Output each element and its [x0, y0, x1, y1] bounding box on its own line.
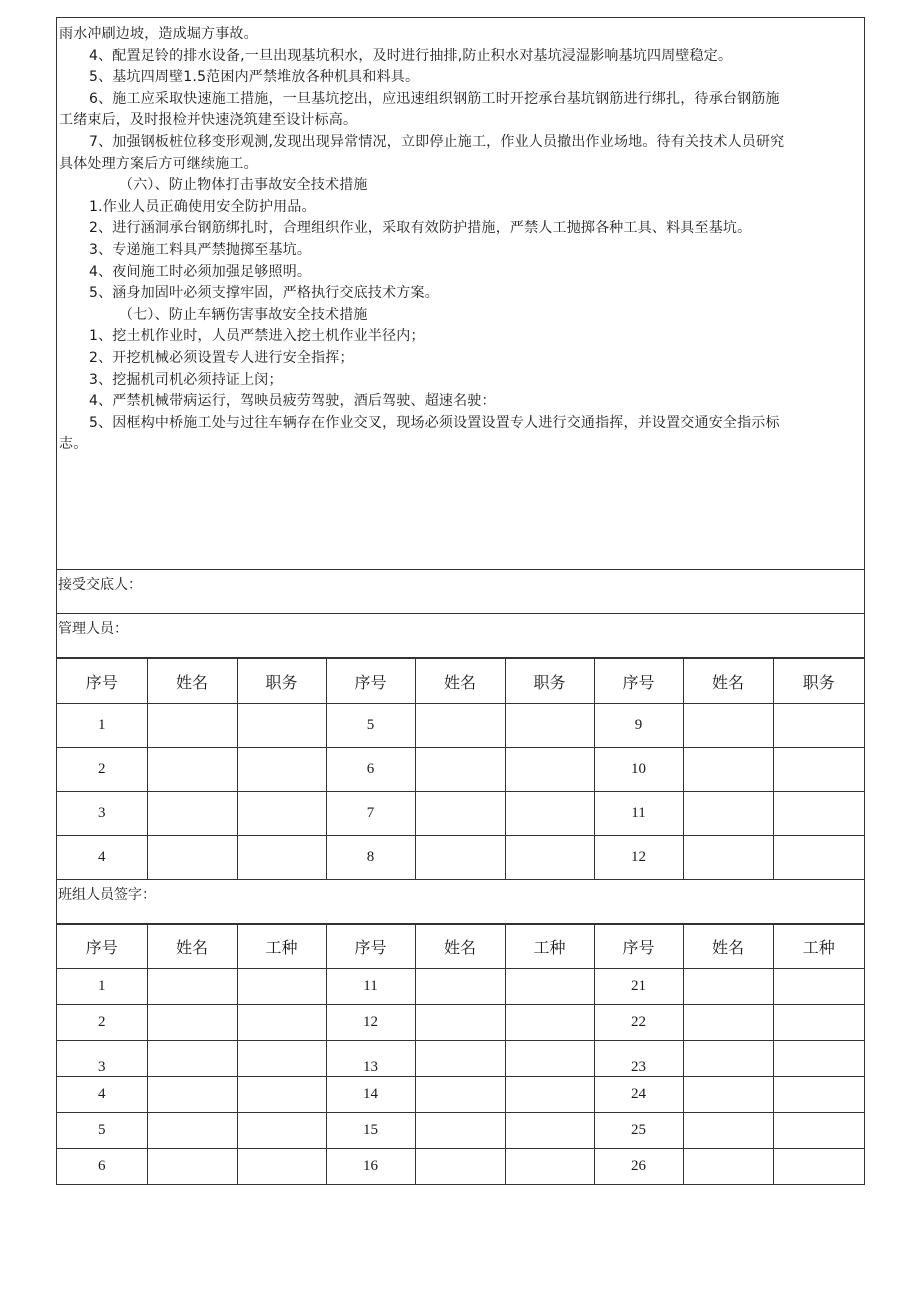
paragraph-line: 2、进行涵洞承台钢筋绑扎时，合理组织作业，采取有效防护措施，严禁人工抛掷各种工具、料具至基坑。 [89, 220, 752, 237]
serial-number-cell: 5 [326, 704, 415, 748]
column-header: 职务 [505, 659, 594, 704]
serial-number-cell: 1 [57, 969, 147, 1005]
serial-number-cell: 15 [326, 1113, 415, 1149]
signature-cell[interactable] [415, 1077, 505, 1113]
signature-cell[interactable] [147, 748, 237, 792]
table-row [57, 704, 864, 748]
paragraph-line: 雨水冲刷边坡，造成堀方事故。 [59, 26, 258, 42]
table-row [57, 969, 864, 1005]
signature-cell[interactable] [683, 836, 773, 880]
signature-cell[interactable] [683, 1077, 773, 1113]
signature-cell[interactable] [683, 704, 773, 748]
signature-cell[interactable] [505, 1149, 594, 1185]
column-header: 姓名 [683, 925, 773, 969]
serial-number-cell: 3 [57, 1041, 147, 1077]
table-row [57, 792, 864, 836]
paragraph-line: 3、挖掘机司机必须持证上闵； [89, 371, 283, 388]
column-header: 姓名 [415, 925, 505, 969]
serial-number-cell: 4 [57, 836, 147, 880]
safety-measures-text [57, 18, 864, 570]
signature-cell[interactable] [147, 1005, 237, 1041]
column-header: 姓名 [147, 925, 237, 969]
serial-number-cell: 12 [594, 836, 683, 880]
serial-number-cell: 12 [326, 1005, 415, 1041]
column-header: 职务 [773, 659, 864, 704]
serial-number-cell: 9 [594, 704, 683, 748]
table-header-row [57, 659, 864, 704]
serial-number-cell: 2 [57, 748, 147, 792]
signature-cell[interactable] [147, 1077, 237, 1113]
signature-cell[interactable] [505, 704, 594, 748]
signature-cell[interactable] [683, 1041, 773, 1077]
serial-number-cell: 1 [57, 704, 147, 748]
signature-cell[interactable] [237, 1041, 326, 1077]
signature-cell[interactable] [147, 969, 237, 1005]
signature-cell[interactable] [683, 969, 773, 1005]
paragraph-line: （七）、防止车辆伤害事故安全技术措施 [119, 306, 368, 323]
paragraph-line: 4、严禁机械带病运行，驾映员疲劳驾驶，酒后驾驶、超速名驶： [89, 393, 496, 410]
table-row [57, 1113, 864, 1149]
serial-number-cell: 3 [57, 792, 147, 836]
column-header: 职务 [237, 659, 326, 704]
column-header: 序号 [326, 659, 415, 704]
team-table [57, 924, 864, 1185]
signature-cell[interactable] [237, 1077, 326, 1113]
paragraph-line: 志。 [59, 436, 88, 453]
paragraph-line: 2、开挖机械必须设置专人进行安全指挥； [89, 349, 354, 366]
signature-cell[interactable] [683, 1149, 773, 1185]
signature-cell[interactable] [683, 1005, 773, 1041]
signature-cell[interactable] [505, 748, 594, 792]
table-row [57, 1005, 864, 1041]
signature-cell[interactable] [773, 1149, 864, 1185]
serial-number-cell: 22 [594, 1005, 683, 1041]
paragraph-line: 3、专递施工料具严禁抛掷至基坑。 [89, 241, 312, 258]
serial-number-cell: 11 [594, 792, 683, 836]
signature-cell[interactable] [147, 704, 237, 748]
paragraph-line: 4、夜间施工时必须加强足够照明。 [89, 263, 312, 280]
signature-cell[interactable] [415, 792, 505, 836]
signature-cell[interactable] [505, 1041, 594, 1077]
signature-cell[interactable] [773, 748, 864, 792]
signature-cell[interactable] [505, 792, 594, 836]
table-row [57, 748, 864, 792]
signature-cell[interactable] [147, 1149, 237, 1185]
column-header: 工种 [505, 925, 594, 969]
signature-cell[interactable] [683, 1113, 773, 1149]
serial-number-cell: 10 [594, 748, 683, 792]
signature-cell[interactable] [147, 1113, 237, 1149]
signature-cell[interactable] [147, 792, 237, 836]
paragraph-line: 具体处理方案后方可继续施工。 [59, 155, 258, 172]
serial-number-cell: 8 [326, 836, 415, 880]
signature-cell[interactable] [773, 1077, 864, 1113]
column-header: 姓名 [683, 659, 773, 704]
signature-cell[interactable] [505, 1077, 594, 1113]
signature-cell[interactable] [237, 1149, 326, 1185]
signature-cell[interactable] [147, 836, 237, 880]
paragraph-line: 5、涵身加固叶必须支撑牢固，严格执行交底技术方案。 [89, 285, 439, 302]
signature-cell[interactable] [773, 1113, 864, 1149]
signature-cell[interactable] [237, 836, 326, 880]
column-header: 序号 [326, 925, 415, 969]
column-header: 姓名 [147, 659, 237, 704]
column-header: 工种 [773, 925, 864, 969]
signature-cell[interactable] [773, 836, 864, 880]
table-row [57, 1077, 864, 1113]
disclosure-sheet [56, 17, 865, 1185]
table-row [57, 1149, 864, 1185]
table-row [57, 836, 864, 880]
serial-number-cell: 6 [326, 748, 415, 792]
signature-cell[interactable] [237, 1005, 326, 1041]
serial-number-cell: 13 [326, 1041, 415, 1077]
signature-cell[interactable] [237, 792, 326, 836]
signature-cell[interactable] [773, 969, 864, 1005]
signature-cell[interactable] [415, 704, 505, 748]
column-header: 工种 [237, 925, 326, 969]
serial-number-cell: 26 [594, 1149, 683, 1185]
signature-cell[interactable] [683, 748, 773, 792]
column-header: 序号 [57, 925, 147, 969]
signature-cell[interactable] [505, 969, 594, 1005]
serial-number-cell: 23 [594, 1041, 683, 1077]
serial-number-cell: 2 [57, 1005, 147, 1041]
signature-cell[interactable] [415, 836, 505, 880]
signature-cell[interactable] [237, 704, 326, 748]
serial-number-cell: 16 [326, 1149, 415, 1185]
table-header-row [57, 925, 864, 969]
signature-cell[interactable] [683, 792, 773, 836]
signature-cell[interactable] [505, 836, 594, 880]
signature-cell[interactable] [773, 1041, 864, 1077]
paragraph-line: 4、配置足铃的排水设备,一旦出现基坑积水，及时进行抽排,防止积水对基坑浸湿影响基坑四周壁稳定。 [89, 47, 733, 64]
paragraph-line: 5、基坑四周壁1.5范困内严禁堆放各种机具和料具。 [89, 69, 420, 86]
table-row [57, 1041, 864, 1077]
serial-number-cell: 7 [326, 792, 415, 836]
signature-cell[interactable] [147, 1041, 237, 1077]
signature-cell[interactable] [773, 704, 864, 748]
signature-cell[interactable] [505, 1113, 594, 1149]
serial-number-cell: 6 [57, 1149, 147, 1185]
signature-cell[interactable] [415, 1005, 505, 1041]
receiver-label: 接受交底人： [57, 570, 864, 614]
signature-cell[interactable] [505, 1005, 594, 1041]
column-header: 序号 [594, 925, 683, 969]
signature-cell[interactable] [415, 1149, 505, 1185]
managers-table [57, 658, 864, 880]
signature-cell[interactable] [415, 969, 505, 1005]
paragraph-line: （六）、防止物体打击事故安全技术措施 [119, 177, 368, 194]
column-header: 序号 [594, 659, 683, 704]
paragraph-line: 1.作业人员正确使用安全防护用品。 [89, 198, 316, 215]
serial-number-cell: 11 [326, 969, 415, 1005]
paragraph-line: 5、因框构中桥施工处与过往车辆存在作业交叉，现场必须设置设置专人进行交通指挥，并设置交通安全指示标 [89, 414, 780, 431]
team-label: 班组人员签字： [57, 880, 864, 924]
paragraph-line: 1、挖土机作业时，人员严禁进入挖土机作业半径内； [89, 328, 425, 345]
serial-number-cell: 25 [594, 1113, 683, 1149]
serial-number-cell: 14 [326, 1077, 415, 1113]
signature-cell[interactable] [415, 1041, 505, 1077]
paragraph-line: 工绪束后，及时报检并快速浇筑建至设计标高。 [59, 112, 358, 129]
signature-cell[interactable] [237, 969, 326, 1005]
signature-cell[interactable] [773, 1005, 864, 1041]
column-header: 序号 [57, 659, 147, 704]
paragraph-line: 7、加强钢板桩位移变形观测,发现出现异常情况，立即停止施工，作业人员撤出作业场地。待有关技术人员研究 [89, 133, 785, 150]
signature-cell[interactable] [237, 748, 326, 792]
signature-cell[interactable] [237, 1113, 326, 1149]
signature-cell[interactable] [415, 748, 505, 792]
paragraph-line: 6、施工应采取快速施工措施，一旦基坑挖出，应迅速组织钢筋工时开挖承台基坑钢筋进行绑扎，待承台钢筋施 [89, 90, 780, 107]
serial-number-cell: 24 [594, 1077, 683, 1113]
column-header: 姓名 [415, 659, 505, 704]
signature-cell[interactable] [773, 792, 864, 836]
managers-label: 管理人员： [57, 614, 864, 658]
signature-cell[interactable] [415, 1113, 505, 1149]
serial-number-cell: 21 [594, 969, 683, 1005]
serial-number-cell: 5 [57, 1113, 147, 1149]
serial-number-cell: 4 [57, 1077, 147, 1113]
